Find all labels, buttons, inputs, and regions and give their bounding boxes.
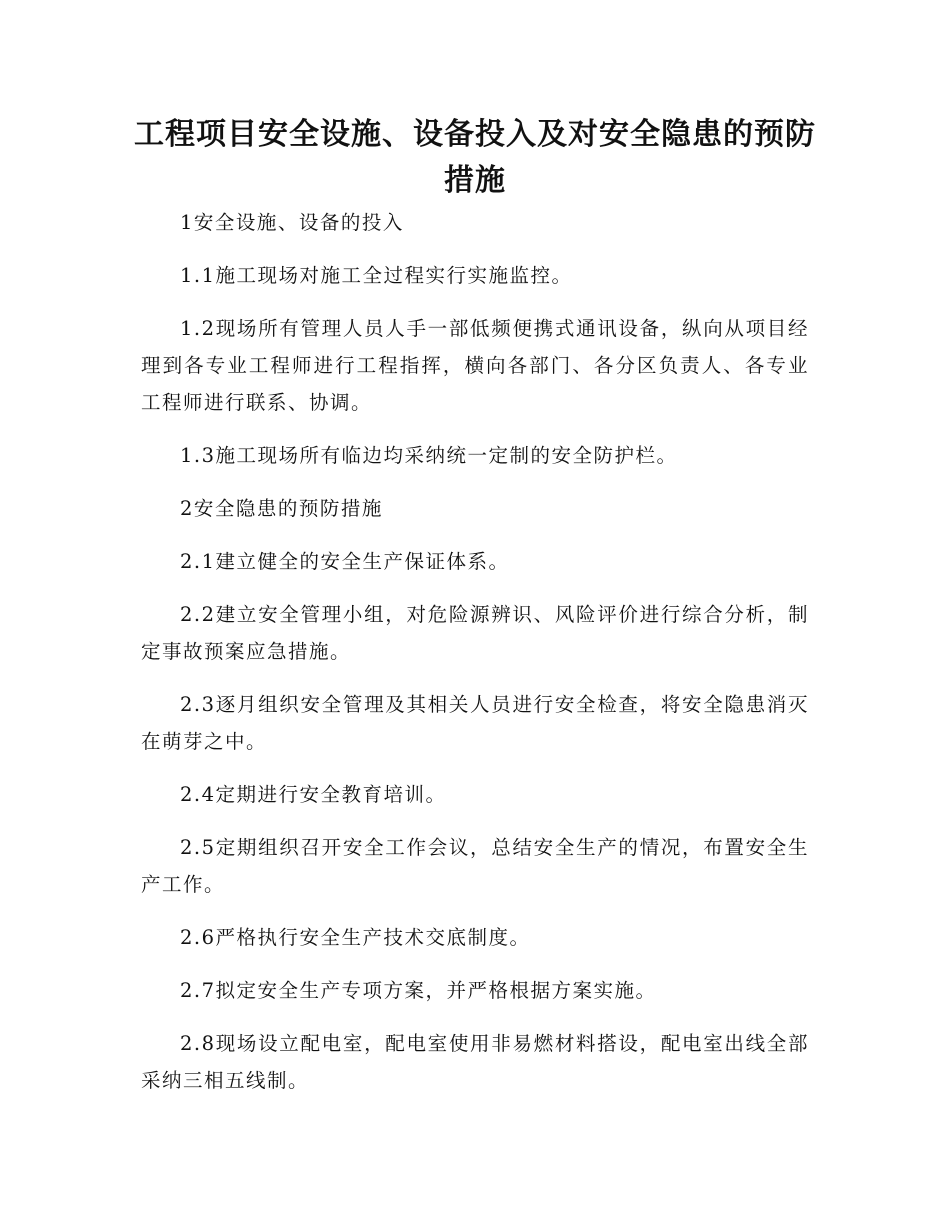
paragraph-1-1: 1.1施工现场对施工全过程实行实施监控。 (180, 264, 573, 287)
paragraph-1-3: 1.3施工现场所有临边均采纳统一定制的安全防护栏。 (180, 444, 678, 467)
paragraph-2-4: 2.4定期进行安全教育培训。 (180, 783, 447, 806)
paragraph-2-2: 2.2建立安全管理小组，对危险源辨识、风险评价进行综合分析，制定事故预案应急措施。 (141, 603, 809, 663)
document-body (141, 204, 809, 1115)
paragraph-2-6: 2.6严格执行安全生产技术交底制度。 (180, 926, 531, 949)
paragraph-2-7: 2.7拟定安全生产专项方案，并严格根据方案实施。 (180, 979, 657, 1002)
paragraph-2-3: 2.3逐月组织安全管理及其相关人员进行安全检查，将安全隐患消灭在萌芽之中。 (141, 693, 809, 753)
paragraph-2-1: 2.1建立健全的安全生产保证体系。 (180, 550, 510, 573)
paragraph-section-1-heading: 1安全设施、设备的投入 (180, 211, 404, 234)
document-title: 工程项目安全设施、设备投入及对安全隐患的预防措施 (134, 117, 816, 198)
paragraph-2-8: 2.8现场设立配电室，配电室使用非易燃材料搭设，配电室出线全部采纳三相五线制。 (141, 1032, 809, 1092)
paragraph-section-2-heading: 2安全隐患的预防措施 (180, 497, 383, 520)
paragraph-1-2: 1.2现场所有管理人员人手一部低频便携式通讯设备，纵向从项目经理到各专业工程师进行工程指挥，横向各部门、各分区负责人、各专业工程师进行联系、协调。 (141, 317, 809, 414)
paragraph-2-5: 2.5定期组织召开安全工作会议，总结安全生产的情况，布置安全生产工作。 (141, 836, 809, 896)
